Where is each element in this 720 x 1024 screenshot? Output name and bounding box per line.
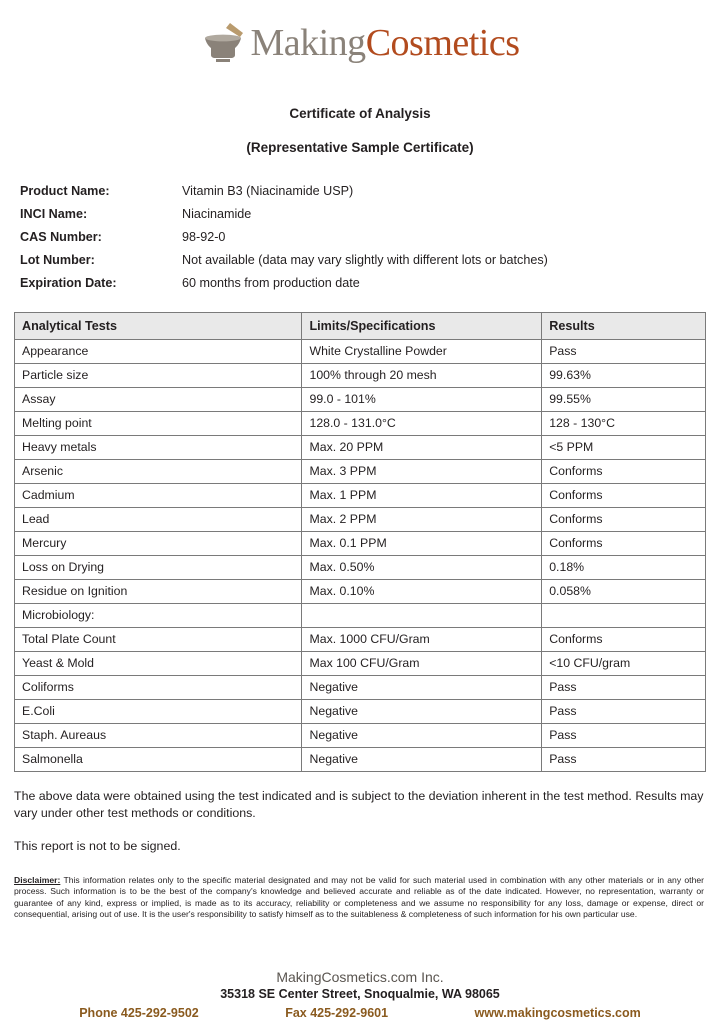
meta-row-expiration-date <box>20 276 706 290</box>
cell-result: Conforms <box>542 628 706 652</box>
table-row <box>15 460 706 484</box>
cell-limit: 100% through 20 mesh <box>302 364 542 388</box>
footer-phone: Phone 425-292-9502 <box>79 1006 199 1020</box>
disclaimer-text: This information relates only to the specific material designated and may not be valid for such material used in combination with any other materials or in any other process. Such information is to be the best of the company's knowledge and believed accurate and reliable as of the date indicated. However, no representation, warranty or guarantee of any kind, express or implied, is made as to its accuracy, reliability or completeness and we assume no responsibility for any loss, damage or expense, direct or consequential, arising out of use. It is the user's responsibility to satisfy himself as to the suitableness & completeness of such information for his own particular use. <box>14 874 704 919</box>
table-body <box>15 340 706 772</box>
cell-test: Salmonella <box>15 748 302 772</box>
cell-test: Loss on Drying <box>15 556 302 580</box>
page-footer <box>0 969 720 1020</box>
cell-result: Pass <box>542 340 706 364</box>
column-header-results: Results <box>542 313 706 340</box>
table-row <box>15 508 706 532</box>
cell-test: Yeast & Mold <box>15 652 302 676</box>
meta-label: INCI Name: <box>20 206 88 221</box>
product-meta <box>20 184 706 290</box>
brand-wordmark <box>250 21 519 65</box>
cell-result: 99.63% <box>542 364 706 388</box>
cell-test: Mercury <box>15 532 302 556</box>
table-row <box>15 556 706 580</box>
meta-label: CAS Number: <box>20 229 102 244</box>
table-row <box>15 652 706 676</box>
cell-limit: Max. 1 PPM <box>302 484 542 508</box>
table-row <box>15 340 706 364</box>
footer-contact-row <box>0 1006 720 1020</box>
cell-limit: Negative <box>302 748 542 772</box>
cell-test: Lead <box>15 508 302 532</box>
cell-result: <5 PPM <box>542 436 706 460</box>
table-row <box>15 364 706 388</box>
cell-result: Conforms <box>542 484 706 508</box>
cell-result: Pass <box>542 700 706 724</box>
table-row <box>15 412 706 436</box>
cell-result: Pass <box>542 748 706 772</box>
cell-result: Conforms <box>542 508 706 532</box>
signature-note: This report is not to be signed. <box>14 838 181 853</box>
meta-value: 60 months from production date <box>182 275 360 290</box>
table-row <box>15 724 706 748</box>
column-header-limits: Limits/Specifications <box>302 313 542 340</box>
meta-row-lot-number <box>20 253 706 267</box>
page-title: Certificate of Analysis <box>289 106 431 121</box>
cell-limit: Max. 2 PPM <box>302 508 542 532</box>
table-row <box>15 628 706 652</box>
table-row <box>15 436 706 460</box>
test-method-note: The above data were obtained using the test indicated and is subject to the deviation inherent in the test method. Results may vary under other test methods or conditions. <box>14 789 704 821</box>
table-header-row <box>15 313 706 340</box>
cell-limit: Negative <box>302 724 542 748</box>
analysis-table <box>14 312 706 772</box>
meta-label: Product Name: <box>20 184 110 198</box>
table-row <box>15 388 706 412</box>
cell-limit: 99.0 - 101% <box>302 388 542 412</box>
table-row <box>15 532 706 556</box>
footer-company-name: MakingCosmetics.com Inc. <box>276 969 444 985</box>
meta-label: Lot Number: <box>20 252 95 267</box>
cell-test: Microbiology: <box>15 604 302 628</box>
meta-label: Expiration Date: <box>20 275 117 290</box>
cell-limit: Max. 0.1 PPM <box>302 532 542 556</box>
cell-test: Particle size <box>15 364 302 388</box>
footer-website[interactable]: www.makingcosmetics.com <box>474 1006 641 1020</box>
table-row <box>15 700 706 724</box>
cell-limit: Max. 1000 CFU/Gram <box>302 628 542 652</box>
table-row-section <box>15 604 706 628</box>
meta-value: Vitamin B3 (Niacinamide USP) <box>182 184 354 198</box>
cell-limit: Max. 0.50% <box>302 556 542 580</box>
brand-cosmetics: Cosmetics <box>365 22 520 64</box>
table-row <box>15 676 706 700</box>
cell-limit: 128.0 - 131.0°C <box>302 412 542 436</box>
cell-limit: Max. 20 PPM <box>302 436 542 460</box>
meta-value: Not available (data may vary slightly with different lots or batches) <box>182 252 548 267</box>
meta-row-inci-name <box>20 207 706 221</box>
mortar-and-pestle-icon <box>200 21 246 65</box>
cell-test: Heavy metals <box>15 436 302 460</box>
cell-limit <box>302 604 542 628</box>
cell-test: Cadmium <box>15 484 302 508</box>
cell-limit: White Crystalline Powder <box>302 340 542 364</box>
disclaimer-label: Disclaimer: <box>14 874 61 885</box>
cell-result: Conforms <box>542 460 706 484</box>
cell-result <box>542 604 706 628</box>
cell-test: Total Plate Count <box>15 628 302 652</box>
table-row <box>15 580 706 604</box>
disclaimer <box>14 875 704 921</box>
cell-limit: Max. 0.10% <box>302 580 542 604</box>
table-row <box>15 748 706 772</box>
footer-address: 35318 SE Center Street, Snoqualmie, WA 98065 <box>220 987 500 1001</box>
brand-logo <box>14 14 706 72</box>
cell-limit: Max 100 CFU/Gram <box>302 652 542 676</box>
brand-making: Making <box>250 22 366 64</box>
cell-test: Melting point <box>15 412 302 436</box>
meta-value: 98-92-0 <box>182 229 226 244</box>
cell-result: Pass <box>542 676 706 700</box>
meta-value: Niacinamide <box>182 206 252 221</box>
cell-result: <10 CFU/gram <box>542 652 706 676</box>
cell-test: Arsenic <box>15 460 302 484</box>
meta-row-product-name <box>20 184 706 198</box>
cell-limit: Max. 3 PPM <box>302 460 542 484</box>
cell-test: Staph. Aureaus <box>15 724 302 748</box>
cell-test: Residue on Ignition <box>15 580 302 604</box>
cell-result: 99.55% <box>542 388 706 412</box>
meta-row-cas-number <box>20 230 706 244</box>
table-row <box>15 484 706 508</box>
page-subtitle: (Representative Sample Certificate) <box>246 140 474 155</box>
cell-limit: Negative <box>302 700 542 724</box>
column-header-analytical-tests: Analytical Tests <box>15 313 302 340</box>
cell-result: Conforms <box>542 532 706 556</box>
cell-test: Appearance <box>15 340 302 364</box>
cell-test: E.Coli <box>15 700 302 724</box>
cell-result: 128 - 130°C <box>542 412 706 436</box>
cell-result: Pass <box>542 724 706 748</box>
cell-test: Assay <box>15 388 302 412</box>
cell-limit: Negative <box>302 676 542 700</box>
cell-result: 0.18% <box>542 556 706 580</box>
footer-fax: Fax 425-292-9601 <box>285 1006 389 1020</box>
cell-test: Coliforms <box>15 676 302 700</box>
cell-result: 0.058% <box>542 580 706 604</box>
